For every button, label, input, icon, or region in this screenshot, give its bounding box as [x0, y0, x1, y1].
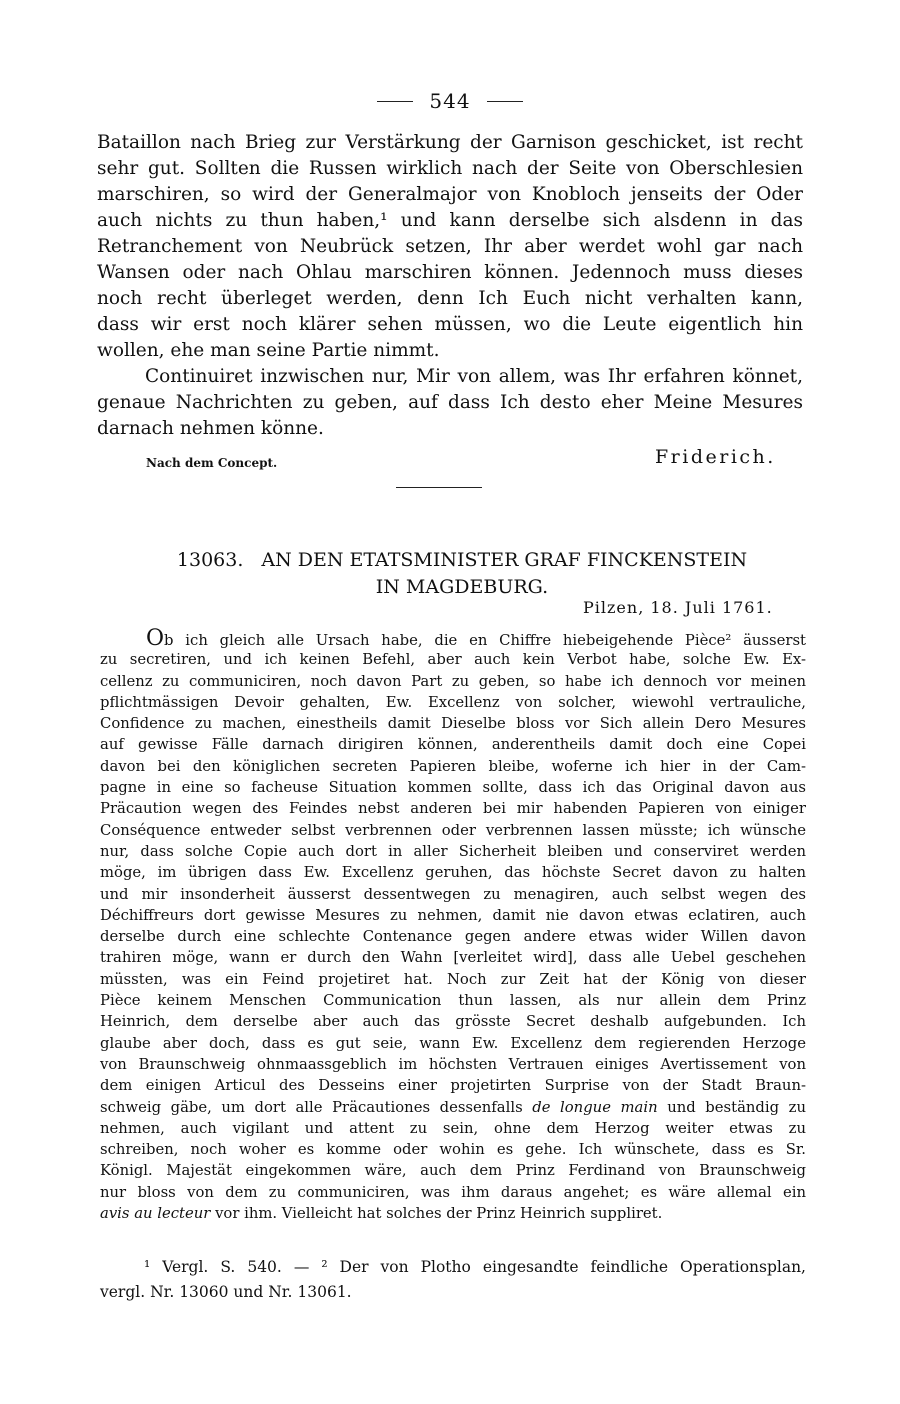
section-heading — [132, 547, 792, 601]
text-line: Continuiret inzwischen nur, Mir von allem, was Ihr erfahren könnet, — [145, 366, 803, 387]
text-line: Déchiffreurs dort gewisse Mesures zu nehmen, damit nie davon etwas eclatiren, auch — [100, 906, 806, 924]
text-line: und mir insonderheit äusserst dessentwegen zu menagiren, auch selbst wegen des — [100, 885, 806, 903]
text-line: noch recht überleget werden, denn Ich Euch nicht verhalten kann, — [97, 288, 803, 309]
text-line: derselbe durch eine schlechte Contenance gegen andere etwas wider Willen davon — [100, 928, 806, 946]
text-line: Bataillon nach Brieg zur Verstärkung der Garnison geschicket, ist recht — [97, 132, 803, 153]
header-rule-left — [377, 101, 413, 102]
text-line: sehr gut. Sollten die Russen wirklich nach der Seite von Oberschlesien — [97, 158, 803, 179]
initial-letter: O — [146, 626, 165, 651]
text-line: Wansen oder nach Ohlau marschiren können. Jedennoch muss dieses — [97, 262, 803, 283]
text-line: avis au lecteur vor ihm. Vielleicht hat solches der Prinz Heinrich suppliret. — [100, 1205, 663, 1223]
text-line: cellenz zu communiciren, noch davon Part zu geben, so habe ich dennoch vor meinen — [100, 672, 806, 690]
concept-note: Nach dem Concept. — [146, 456, 278, 470]
heading-line-1: AN DEN ETATSMINISTER GRAF FINCKENSTEIN — [261, 549, 748, 571]
text-line: Confidence zu machen, einestheils damit Dieselbe bloss vor Sich allein Dero Mesures — [100, 715, 806, 733]
letter-continuation — [97, 130, 803, 442]
place-date: Pilzen, 18. Juli 1761. — [583, 598, 773, 617]
header-rule-right — [487, 101, 523, 102]
text-line: glaube aber doch, dass es gut seie, wann Ew. Excellenz dem regierenden Herzoge — [100, 1034, 806, 1052]
text-line: schweig gäbe, um dort alle Präcautiones dessenfalls de longue main und beständig zu — [100, 1098, 806, 1116]
text-line: auch nichts zu thun haben,¹ und kann derselbe sich alsdenn in das — [97, 210, 803, 231]
text-line: dem einigen Articul des Desseins einer projetirten Surprise von der Stadt Braun- — [100, 1077, 806, 1095]
text-line: von Braunschweig ohnmaassgeblich im höchsten Vertrauen einiges Avertissement von — [100, 1055, 806, 1073]
section-divider — [396, 487, 482, 488]
text-line: wollen, ehe man seine Partie nimmt. — [97, 340, 440, 361]
footnotes — [100, 1255, 806, 1305]
letter-body — [100, 628, 806, 1224]
text-line: dass wir erst noch klärer sehen müssen, wo die Leute eigentlich hin — [97, 314, 803, 335]
text-line: nur bloss von dem zu communiciren, was ihm daraus angehet; es wäre allemal ein — [100, 1183, 806, 1201]
text-line: Conséquence entweder selbst verbrennen oder verbrennen lassen müsste; ich wünsche — [100, 821, 806, 839]
text-line: Retranchement von Neubrück setzen, Ihr aber werdet wohl gar nach — [97, 236, 803, 257]
text-line: schreiben, noch woher es komme oder wohin es gehe. Ich wünschete, dass es Sr. — [100, 1141, 806, 1159]
footnote-line: ¹ Vergl. S. 540. — ² Der von Plotho eingesandte feindliche Operationsplan, — [144, 1258, 806, 1276]
text-line: marschiren, so wird der Generalmajor von Knobloch jenseits der Oder — [97, 184, 803, 205]
heading-line-2: IN MAGDEBURG. — [375, 576, 549, 598]
footnote-line: vergl. Nr. 13060 und Nr. 13061. — [100, 1283, 352, 1301]
letter-number: 13063. — [176, 549, 244, 571]
text-line: müssten, was ein Feind projetiret hat. Noch zur Zeit hat der König von dieser — [100, 970, 806, 988]
text-line: pagne in eine so facheuse Situation kommen sollte, dass ich das Original davon aus — [100, 779, 806, 797]
text-line: Präcaution wegen des Feindes nebst anderen bei mir habenden Papieren von einiger — [100, 800, 806, 818]
text-line: nehmen, auch vigilant und attent zu sein, ohne dem Herzog weiter etwas zu — [100, 1119, 806, 1137]
italic-phrase: de longue main — [532, 1098, 658, 1116]
italic-phrase: avis au lecteur — [100, 1205, 211, 1223]
page-number: 544 — [429, 89, 471, 113]
text-line: darnach nehmen könne. — [97, 418, 324, 439]
text-line: Ob ich gleich alle Ursach habe, die en Chiffre hiebeigehende Pièce² äusserst — [146, 626, 806, 651]
text-line: nur, dass solche Copie auch dort in aller Sicherheit bleiben und conserviret werden — [100, 842, 806, 860]
text-line: Heinrich, dem derselbe aber auch das grösste Secret deshalb aufgebunden. Ich — [100, 1013, 806, 1031]
text-line: Königl. Majestät eingekommen wäre, auch dem Prinz Ferdinand von Braunschweig — [100, 1162, 806, 1180]
text-line: Pièce keinem Menschen Communication thun lassen, als nur allein dem Prinz — [100, 992, 806, 1010]
text-line: auf gewisse Fälle darnach dirigiren können, anderentheils damit doch eine Copei — [100, 736, 806, 754]
text-line: genaue Nachrichten zu geben, auf dass Ich desto eher Meine Mesures — [97, 392, 803, 413]
text-line: davon bei den königlichen secreten Papieren bleibe, woferne ich hier in der Cam- — [100, 757, 806, 775]
text-line: trahiren möge, wann er durch den Wahn [verleitet wird], dass alle Uebel geschehen — [100, 949, 806, 967]
text-line: möge, im übrigen dass Ew. Excellenz geruhen, das höchste Secret davon zu halten — [100, 864, 806, 882]
text-line: zu secretiren, und ich keinen Befehl, aber auch kein Verbot habe, solche Ew. Ex- — [100, 651, 806, 669]
text-line: pflichtmässigen Devoir gehalten, Ew. Excellenz von solcher, wiewohl vertrauliche, — [100, 693, 806, 711]
page-header — [0, 86, 900, 116]
signature: Friderich. — [655, 446, 776, 468]
